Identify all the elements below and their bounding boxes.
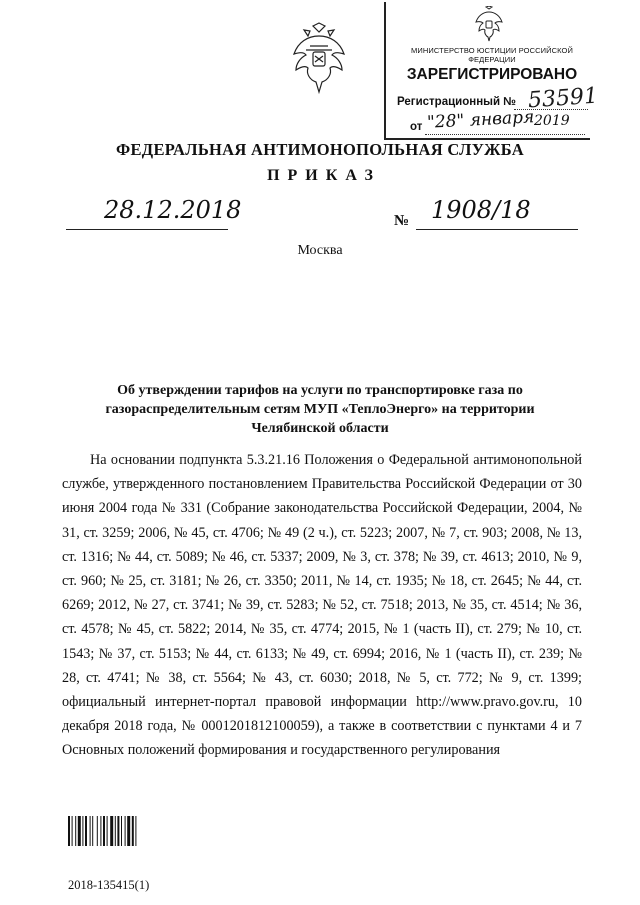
stamp-date-year: 2019 (534, 113, 570, 129)
city: Москва (297, 243, 343, 258)
coat-of-arms-icon (286, 22, 352, 96)
order-date: 28.12.2018 (104, 196, 242, 224)
stamp-date-underline (425, 134, 585, 135)
barcode-bar (97, 816, 98, 846)
barcode-bar (125, 816, 126, 846)
barcode-bar (135, 816, 136, 846)
barcode-bar (68, 816, 70, 846)
barcode-bar (107, 816, 108, 846)
stamp-reg-number-label: Регистрационный № (397, 96, 517, 108)
barcode-bar (92, 816, 93, 846)
barcode-icon (68, 816, 164, 846)
stamp-date-value: "28" января (426, 107, 535, 133)
document-title: Об утверждении тарифов на услуги по транспортировке газа по газораспределительным сетям МУП «ТеплоЭнерго» на территории Челябинской области (105, 383, 535, 436)
agency-name: ФЕДЕРАЛЬНАЯ АНТИМОНОПОЛЬНАЯ СЛУЖБА (116, 140, 524, 159)
stamp-reg-number-value: 53591 (527, 83, 599, 114)
stamp-emblem-icon (474, 6, 504, 42)
barcode-bar (117, 816, 119, 846)
order-number: 1908/18 (431, 196, 531, 224)
barcode-bar (110, 816, 113, 846)
document-type: ПРИКАЗ (267, 167, 381, 184)
body-paragraph: На основании подпункта 5.3.21.16 Положения о Федеральной антимонопольной службе, утвержденного постановлением Правительства Российской Федерации от 30 июня 2004 года № 331 (Собрание законодательства Российской Федерации, 2004, № 31, ст. 3259; 2006, № 45, ст. 4706; № 49 (2 ч.), ст. 5223; 2007, № 7, ст. 903; 2008, № 13, ст. 1316; № 44, ст. 5089; № 46, ст. 5337; 2009, № 3, ст. 378; № 39, ст. 4613; 2010, № 9, ст. 960; № 25, ст. 3181; № 26, ст. 3350; 2011, № 14, ст. 1935; № 18, ст. 2645; № 44, ст. 6269; 2012, № 27, ст. 3741; № 39, ст. 5283; № 52, ст. 7518; 2013, № 35, ст. 4514; № 36, ст. 4578; № 45, ст. 5822; 2014, № 35, ст. 4774; 2015, № 1 (часть II), ст. 279; № 10, ст. 1543; № 37, ст. 5153; № 44, ст. 6133; № 49, ст. 6994; 2016, № 1 (часть II), ст. 239; № 28, ст. 4741; № 38, ст. 5564; № 43, ст. 6030; 2018, № 5, ст. 772; № 9, ст. 1399; официальный интернет-портал правовой информации http://www.pravo.gov.ru, 10 декабря 2018 года, № 0001201812100059), а также в соответствии с пунктами 4 и 7 Основных положений формирования и государственного регулирования (62, 452, 582, 759)
barcode-bar (115, 816, 116, 846)
barcode-bar (82, 816, 83, 846)
barcode-bar (132, 816, 134, 846)
barcode-bar (78, 816, 81, 846)
barcode-bar (90, 816, 91, 846)
stamp-date-label: от (410, 121, 423, 133)
barcode-bar (121, 816, 122, 846)
document-code: 2018-135415(1) (68, 878, 150, 892)
order-date-underline (66, 229, 228, 230)
stamp-ministry-label: МИНИСТЕРСТВО ЮСТИЦИИ РОССИЙСКОЙ ФЕДЕРАЦИИ (411, 46, 573, 64)
stamp-registered-label: ЗАРЕГИСТРИРОВАНО (406, 66, 578, 83)
barcode-bar (100, 816, 101, 846)
order-number-underline (416, 229, 578, 230)
number-sign: № (394, 213, 410, 229)
barcode-bar (72, 816, 73, 846)
barcode-bar (127, 816, 130, 846)
barcode-bar (103, 816, 105, 846)
barcode-bar (75, 816, 76, 846)
barcode-bar (85, 816, 87, 846)
